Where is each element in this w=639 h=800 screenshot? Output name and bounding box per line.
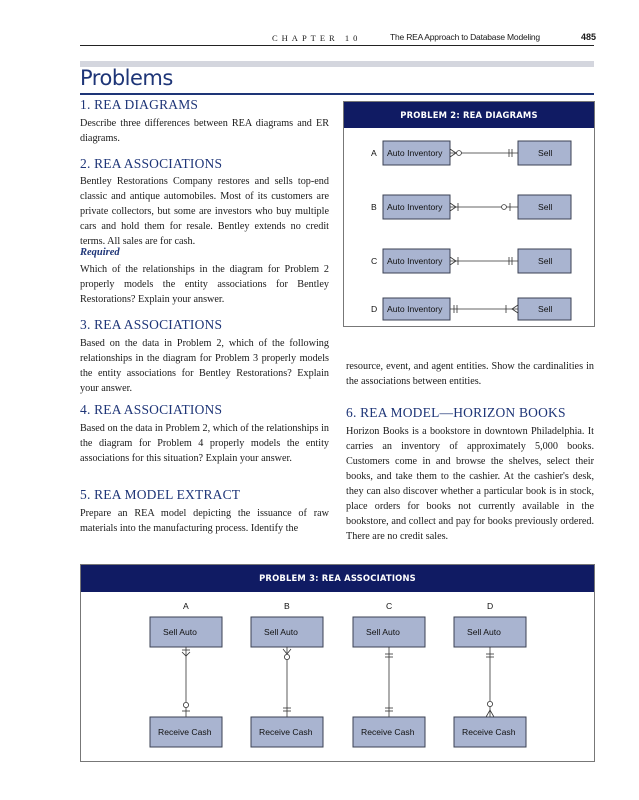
page-number: 485 bbox=[581, 32, 597, 42]
problem-2-text: Bentley Restorations Company restores and sells top-end classic and antique automobiles. Most of its customers are private collectors, but some are investors who buy multiple cars and hold them for resale. Bentley extends no credit terms. All sales are for cash. bbox=[80, 176, 329, 247]
running-header-chapter: CHAPTER 10 bbox=[272, 33, 362, 43]
row-a-right-label: Sell bbox=[538, 148, 553, 158]
header-rule bbox=[80, 45, 594, 46]
problem-3-heading: 3. REA ASSOCIATIONS bbox=[80, 317, 223, 332]
page-title: Problems bbox=[80, 66, 173, 90]
required-label: Required bbox=[80, 247, 120, 258]
row-b-letter: B bbox=[371, 202, 377, 212]
problem-2-required-text: Which of the relationships in the diagram for Problem 2 properly models the entity associations for Bentley Restorations? Explain your answer. bbox=[80, 264, 329, 305]
running-header-title: The REA Approach to Database Modeling bbox=[390, 32, 540, 42]
col-c-letter: C bbox=[386, 601, 393, 611]
col-b-letter: B bbox=[284, 601, 290, 611]
row-b-left-label: Auto Inventory bbox=[387, 202, 443, 212]
problem-5-continuation-text: resource, event, and agent entities. Show the cardinalities in the associations between entities. bbox=[346, 361, 594, 387]
problem-4-heading: 4. REA ASSOCIATIONS bbox=[80, 402, 223, 417]
figure-problem-2-title: PROBLEM 2: REA DIAGRAMS bbox=[344, 102, 594, 128]
col-d-top-label: Sell Auto bbox=[467, 627, 501, 637]
col-a-bottom-label: Receive Cash bbox=[158, 727, 212, 737]
problem-6-heading: 6. REA MODEL—HORIZON BOOKS bbox=[346, 405, 566, 420]
col-c-bottom-label: Receive Cash bbox=[361, 727, 415, 737]
problem-6-text: Horizon Books is a bookstore in downtown Philadelphia. It carries an inventory of approximately 5,000 books. Customers come in and browse the shelves, select their books, and take them to the cashier. At the cashier's desk, they can also discover whether a particular book is in stock, place orders for books not currently available in the bookstore, and collect and pay for books previously ordered. There are no credit sales. bbox=[346, 426, 594, 542]
col-a-letter: A bbox=[183, 601, 189, 611]
figure-problem-2-diagram bbox=[344, 128, 594, 324]
problem-3-text: Based on the data in Problem 2, which of the following relationships in the diagram for Problem 3 properly models the entity associations for Bentley Restorations? Explain your answer. bbox=[80, 338, 329, 394]
row-c-right-label: Sell bbox=[538, 256, 553, 266]
row-d-left-label: Auto Inventory bbox=[387, 304, 443, 314]
title-rule bbox=[80, 93, 594, 95]
col-a-top-label: Sell Auto bbox=[163, 627, 197, 637]
col-b-top-label: Sell Auto bbox=[264, 627, 298, 637]
problem-2-heading: 2. REA ASSOCIATIONS bbox=[80, 156, 223, 171]
row-c-left-label: Auto Inventory bbox=[387, 256, 443, 266]
col-c-top-label: Sell Auto bbox=[366, 627, 400, 637]
problem-4-text: Based on the data in Problem 2, which of the relationships in the diagram for Problem 4 properly models the entity associations for this situation? Explain your answer. bbox=[80, 423, 329, 464]
problem-1-heading: 1. REA DIAGRAMS bbox=[80, 97, 199, 112]
problem-5-heading: 5. REA MODEL EXTRACT bbox=[80, 487, 241, 502]
figure-problem-3-title: PROBLEM 3: REA ASSOCIATIONS bbox=[81, 565, 594, 592]
row-d-letter: D bbox=[371, 304, 378, 314]
row-b-right-label: Sell bbox=[538, 202, 553, 212]
row-a-left-label: Auto Inventory bbox=[387, 148, 443, 158]
row-a-optional-circle bbox=[457, 151, 462, 156]
row-d-right-label: Sell bbox=[538, 304, 553, 314]
figure-problem-3-diagram bbox=[81, 592, 594, 761]
figure-problem-2 bbox=[343, 101, 595, 327]
row-c-letter: C bbox=[371, 256, 378, 266]
figure-problem-3 bbox=[80, 564, 595, 762]
problem-5-text: Prepare an REA model depicting the issuance of raw materials into the manufacturing process. Identify the bbox=[80, 508, 329, 534]
col-b-bottom-label: Receive Cash bbox=[259, 727, 313, 737]
row-a-letter: A bbox=[371, 148, 377, 158]
col-d-letter: D bbox=[487, 601, 494, 611]
problem-1-text: Describe three differences between REA diagrams and ER diagrams. bbox=[80, 118, 329, 144]
col-d-bottom-label: Receive Cash bbox=[462, 727, 516, 737]
